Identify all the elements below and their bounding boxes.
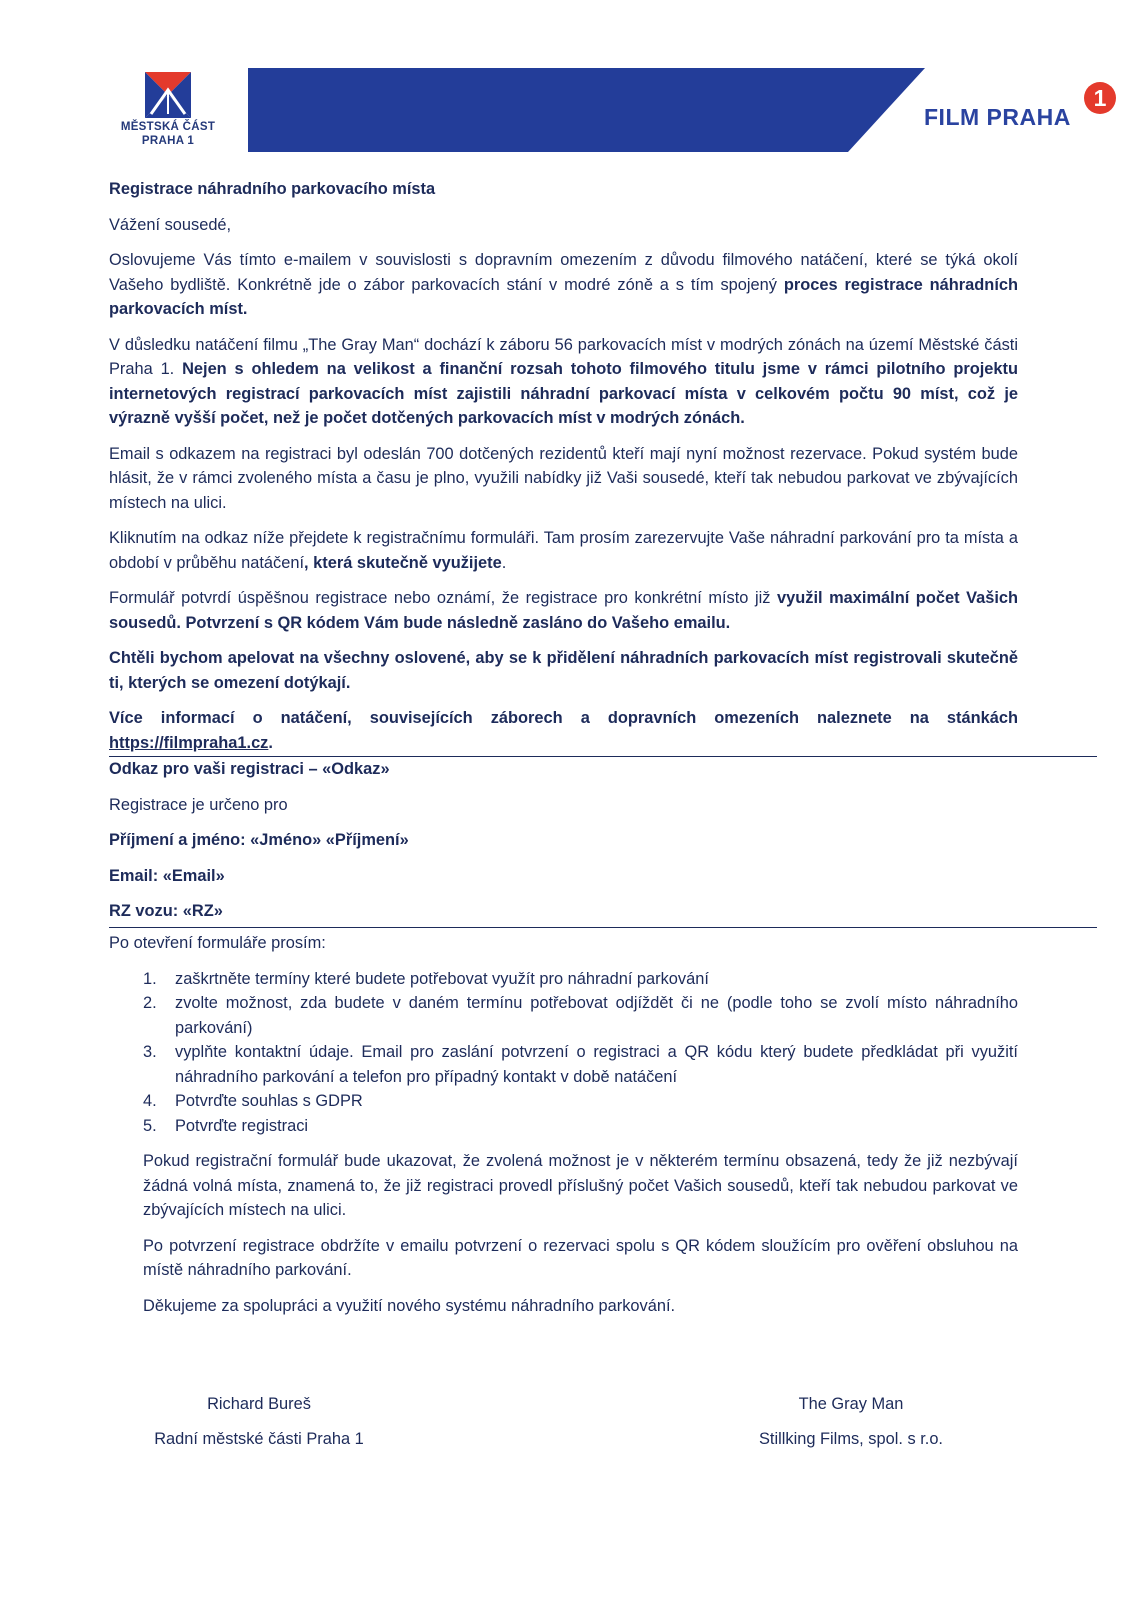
paragraph-info-end: . [268,733,273,752]
praha1-emblem-icon [141,70,195,120]
letter-title: Registrace náhradního parkovacího místa [109,180,436,198]
step-text: zaškrtněte termíny které budete potřebovat využít pro náhradní parkování [175,969,709,988]
paragraph-click-end: . [501,553,507,572]
signature-left-role: Radní městské části Praha 1 [154,1430,364,1448]
praha1-logo [118,70,218,148]
step-item [143,967,1018,992]
email-field-line: Email: «Email» [109,866,225,885]
letterhead [0,0,1131,160]
paragraph-occupied: Pokud registrační formulář bude ukazovat, že zvolená možnost je v některém termínu obsazená, tedy že již nezbývají žádná volná místa, znamená to, že již registraci provedl příslušný počet Vašich sousedů, kteří tak nebudou parkovat ve zbývajících místech na ulici. [143,1152,1018,1219]
paragraph-email: Email s odkazem na registraci byl odeslán 700 dotčených rezidentů kteří mají nyní možnost rezervace. Pokud systém bude hlásit, že v rámci zvoleného místa a času je plno, využili nabídky již Vaši sousedé, kteří tak nebudou parkovat ve zbývajících místech na ulici. [109,444,1018,512]
paragraph-info-text: Více informací o natáčení, souvisejících záborech a dopravních omezeních naleznete na stánkách [109,709,1018,727]
intended-for-line: Registrace je určeno pro [109,795,288,814]
steps-intro: Po otevření formuláře prosím: [109,934,326,952]
step-text: Potvrďte registraci [175,1116,309,1135]
plate-field-line: RZ vozu: «RZ» [109,902,223,920]
paragraph-intro [109,248,1018,322]
signature-right-role: Stillking Films, spol. s r.o. [759,1430,943,1448]
paragraph-thanks: Děkujeme za spolupráci a využití nového systému náhradního parkování. [143,1296,676,1315]
registration-link-line[interactable]: Odkaz pro vaši registraci – «Odkaz» [109,760,390,778]
step-number: 4. [143,1092,157,1110]
step-number: 5. [143,1116,157,1135]
step-item [143,1089,1018,1114]
film-praha-logo: FILM PRAHA [924,104,1071,130]
paragraph-click-bold: , která skutečně využijete [304,553,502,572]
paragraph-form [109,586,1018,635]
letter-body [109,177,1018,766]
step-item [143,1114,1018,1139]
paragraph-click [109,526,1018,575]
step-text: zvolte možnost, zda budete v daném termínu potřebovat odjíždět či ne (podle toho se zvolí místo náhradního parkování) [175,994,1018,1037]
film-praha-badge: 1 [1084,82,1116,114]
paragraph-form-text: Formulář potvrdí úspěšnou registrace nebo oznámí, že registrace pro konkrétní místo již [109,589,777,607]
paragraph-form-bold: využil maximální počet Vašich sousedů. Potvrzení s QR kódem Vám bude následně zasláno do Vašeho emailu. [109,589,1019,632]
paragraph-info [109,706,1018,755]
steps-list [109,967,1018,1139]
paragraph-intro-text: Oslovujeme Vás tímto e-mailem v souvislosti s dopravním omezením z důvodu filmového natáčení, které se týká okolí Vašeho bydliště. Konkrétně jde o zábor parkovacích stání v modré zóně a s tím spojený [109,251,1018,294]
signature-left-name: Richard Bureš [207,1395,311,1413]
signature-right [722,1392,980,1451]
step-item [143,1040,1018,1089]
logo-line-1: MĚSTSKÁ ČÁST [120,121,216,133]
step-number: 2. [143,994,157,1012]
step-item [143,991,1018,1040]
step-text: vyplňte kontaktní údaje. Email pro zaslání potvrzení o registraci a QR kódu který budete předkládat při využití náhradního parkování a telefon pro případný kontakt v době natáčení [175,1043,1018,1086]
step-number: 1. [143,969,157,988]
paragraph-film-text: V důsledku natáčení filmu „The Gray Man“ dochází k záboru 56 parkovacích míst v modrých zónách na území Městské části Praha 1. [109,335,1018,378]
registration-fields [109,757,1018,935]
paragraph-intro-bold: proces registrace náhradních parkovacích míst. [109,275,1019,318]
paragraph-film [109,333,1018,431]
filmpraha-link[interactable]: https://filmpraha1.cz [109,733,269,752]
signature-left [130,1392,388,1451]
step-number: 3. [143,1043,157,1061]
paragraph-appeal: Chtěli bychom apelovat na všechny oslovené, aby se k přidělení náhradních parkovacích míst registrovali skutečně ti, kterých se omezení dotýkají. [109,649,1018,692]
instructions [109,931,1018,1329]
blue-banner [248,68,928,152]
greeting: Vážení sousedé, [109,215,232,234]
logo-line-2: PRAHA 1 [141,135,195,147]
paragraph-confirmation: Po potvrzení registrace obdržíte v emailu potvrzení o rezervaci spolu s QR kódem sloužícím pro ověření obsluhou na místě náhradního parkování. [143,1236,1018,1279]
divider-bottom [109,927,1097,928]
paragraph-film-bold: Nejen s ohledem na velikost a finanční rozsah tohoto filmového titulu jsme v rámci pilotního projektu internetových registrací parkovacích míst zajistili náhradní parkovací místa v celkovém počtu 90 míst, což je výrazně vyšší počet, než je počet dotčených parkovacích míst v modrých zónách. [109,360,1019,427]
signature-right-name: The Gray Man [798,1395,904,1413]
step-text: Potvrďte souhlas s GDPR [175,1092,363,1110]
paragraph-click-text: Kliknutím na odkaz níže přejdete k registračnímu formuláři. Tam prosím zarezervujte Vaše náhradní parkování pro ta místa a období v průběhu natáčení [109,529,1018,572]
name-field-line: Příjmení a jméno: «Jméno» «Příjmení» [109,831,409,849]
